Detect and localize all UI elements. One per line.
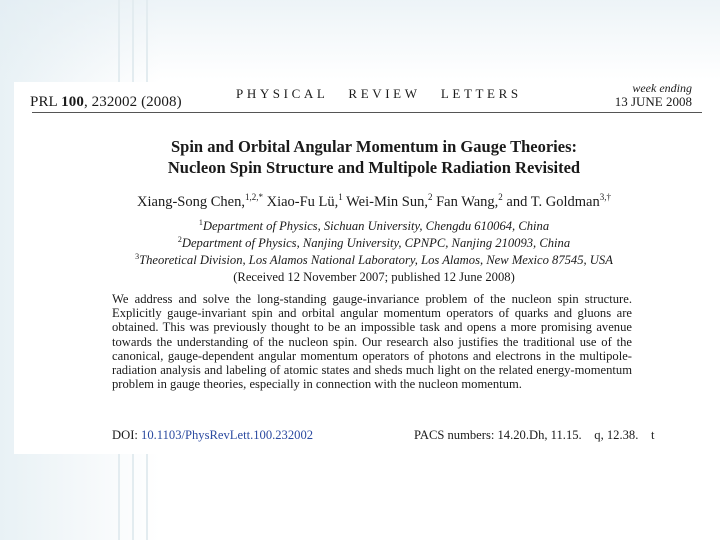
header-rule <box>32 112 702 113</box>
journal-reference <box>30 94 182 111</box>
author-name: Fan Wang, <box>436 193 499 210</box>
affiliation-3 <box>74 252 674 268</box>
author-name: and T. Goldman <box>506 193 600 210</box>
affiliation-number: 1 <box>198 218 203 227</box>
affiliation-number: 3 <box>135 252 140 261</box>
issue-date: 13 JUNE 2008 <box>614 94 692 109</box>
affiliation-text: Theoretical Division, Los Alamos National Laboratory, Los Alamos, New Mexico 87545, USA <box>139 253 613 268</box>
affiliation-text: Department of Physics, Sichuan University, Chengdu 610064, China <box>202 219 550 234</box>
title-line-2: Nucleon Spin Structure and Multipole Radiation Revisited <box>167 158 581 177</box>
journal-name: PHYSICAL REVIEW LETTERS <box>236 86 522 101</box>
paper-title <box>124 136 624 178</box>
author-affiliation-mark: 2 <box>427 192 433 202</box>
received-published-dates: (Received 12 November 2007; published 12 June 2008) <box>233 270 515 284</box>
issue-date-block <box>615 82 692 108</box>
author-affiliation-mark: 1,2,* <box>244 192 263 202</box>
affiliation-1 <box>74 218 674 234</box>
week-ending-label: week ending <box>632 81 692 95</box>
author-name: Xiao-Fu Lü, <box>266 193 339 210</box>
article-reference: , 232002 (2008) <box>83 94 182 110</box>
author-list <box>74 192 674 211</box>
author-affiliation-mark: 1 <box>338 192 343 202</box>
affiliation-number: 2 <box>177 235 182 244</box>
doi-label: DOI: <box>112 428 138 442</box>
volume-number: 100 <box>61 94 84 110</box>
abstract: We address and solve the long-standing gauge-invariance problem of the nucleon spin structure. Explicitly gauge-invariant spin and orbital angular momentum operators of quarks and gluons are obtained. This was previously thought to be an impossible task and opens a more promising avenue towards the understanding of the nucleon spin. Our research also justifies the traditional use of the canonical, gauge-dependent angular momentum operators of photons and electrons in the multipole-radiation analysis and labeling of atomic states and sheds much light on the related energy-momentum problem in gauge theories, especially in connection with the nucleon momentum. <box>112 292 632 392</box>
title-line-1: Spin and Orbital Angular Momentum in Gauge Theories: <box>171 137 577 156</box>
affiliation-text: Department of Physics, Nanjing University, CPNPC, Nanjing 210093, China <box>181 236 571 251</box>
author-name: Wei-Min Sun, <box>346 193 428 210</box>
paper-page <box>14 82 706 454</box>
pacs-numbers: PACS numbers: 14.20.Dh, 11.15. q, 12.38. t <box>414 428 655 442</box>
journal-abbrev: PRL <box>30 94 58 110</box>
author-affiliation-mark: 2 <box>498 192 503 202</box>
author-name: Xiang-Song Chen, <box>137 193 245 210</box>
doi-line <box>112 428 313 443</box>
doi-link[interactable]: 10.1103/PhysRevLett.100.232002 <box>141 428 314 442</box>
author-affiliation-mark: 3,† <box>599 192 611 202</box>
affiliation-2 <box>74 235 674 251</box>
